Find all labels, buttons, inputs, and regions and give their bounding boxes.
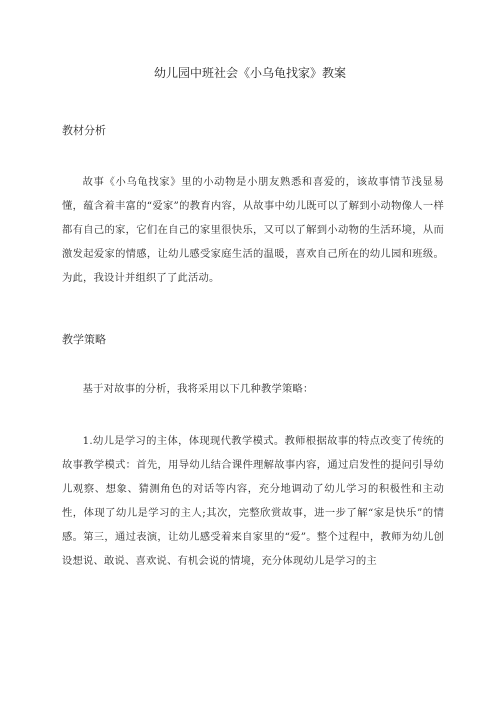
paragraph-strategy-point-1: 1.幼儿是学习的主体，体现现代教学模式。教师根据故事的特点改变了传统的故事教学模式：首先，用导幼儿结合课件理解故事内容，通过启发性的提问引导幼儿观察、想象、猜测角色的对话等内容，充分地调动了幼儿学习的积极性和主动性，体现了幼儿是学习的主人;其次，完整欣赏故事，进一步了解“家是快乐”的情感。第三，通过表演，让幼儿感受着来自家里的“爱”。整个过程中，教师为幼儿创设想说、敢说、喜欢说、有机会说的情境，充分体现幼儿是学习的主 — [62, 435, 444, 567]
document-title: 幼儿园中班社会《小乌龟找家》教案 — [153, 66, 346, 80]
section-heading-teaching-strategy: 教学策略 — [62, 333, 106, 346]
section-heading-textbook-analysis: 教材分析 — [62, 124, 106, 137]
paragraph-textbook-analysis: 故事《小乌龟找家》里的小动物是小朋友熟悉和喜爱的，该故事情节浅显易懂，蕴含着丰富的“爱家”的教育内容，从故事中幼儿既可以了解到小动物像人一样都有自己的家，它们在自己的家里很快乐，又可以了解到小动物的生活环境，从而激发起爱家的情感，让幼儿感受家庭生活的温暖，喜欢自己所在的幼儿园和班级。为此，我设计并组织了了此活动。 — [62, 176, 444, 284]
paragraph-strategy-intro: 基于对故事的分析，我将采用以下几种教学策略： — [82, 383, 314, 395]
